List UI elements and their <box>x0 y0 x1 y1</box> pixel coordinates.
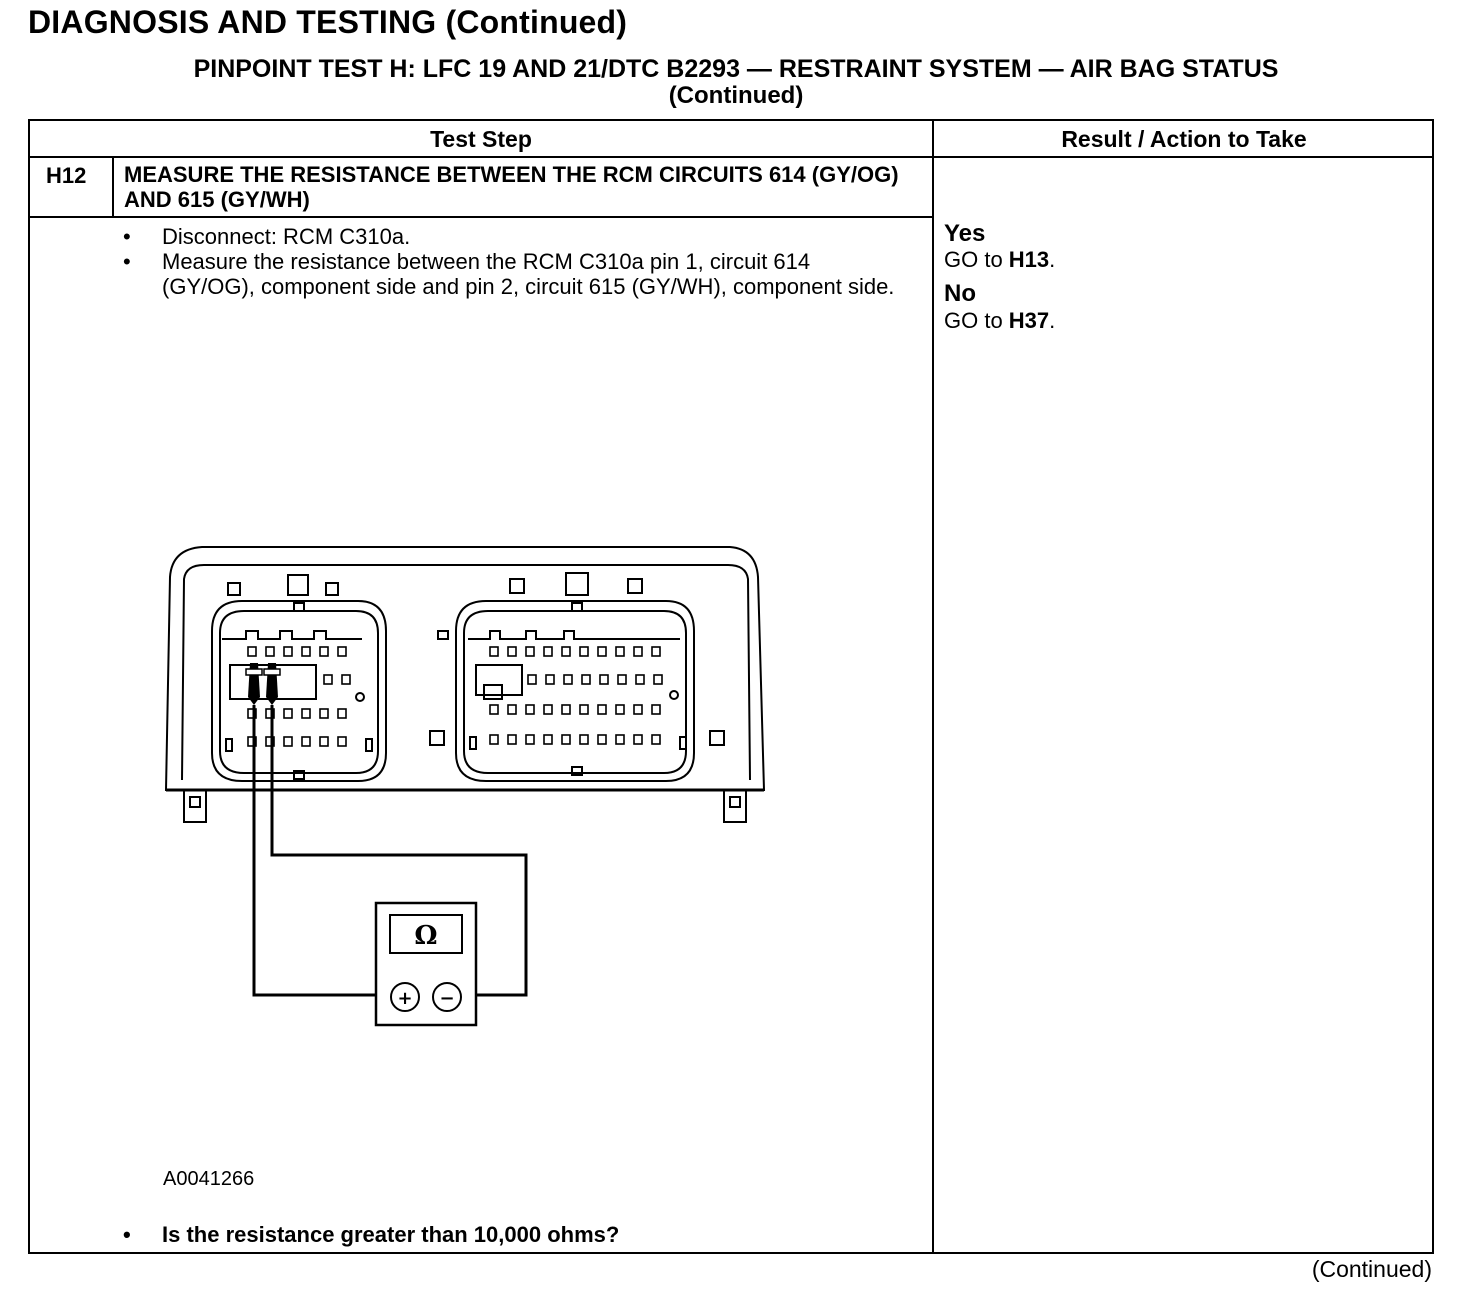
action-prefix: GO to <box>944 308 1009 333</box>
figure-id: A0041266 <box>163 1168 255 1190</box>
action-target-h13[interactable]: H13 <box>1008 247 1050 272</box>
step-instructions <box>118 224 908 299</box>
result-no-label: No <box>944 280 976 307</box>
page-heading: DIAGNOSIS AND TESTING (Continued) <box>28 4 628 40</box>
step-id: H12 <box>46 163 87 188</box>
header-rule <box>28 156 1434 158</box>
test-title-line1: PINPOINT TEST H: LFC 19 AND 21/DTC B2293 — RESTRAINT SYSTEM — AIR BAG STATUS <box>193 55 1279 83</box>
column-header-result: Result / Action to Take <box>1061 126 1307 152</box>
ohm-symbol: Ω <box>414 921 438 951</box>
instruction-item: • Measure the resistance between the RCM C310a pin 1, circuit 614 (GY/OG), component side and pin 2, circuit 615 (GY/WH), component side. <box>118 249 908 299</box>
step-title-rule <box>28 216 933 218</box>
action-suffix: . <box>1049 247 1056 272</box>
result-yes-label: Yes <box>944 220 986 247</box>
step-question: • Is the resistance greater than 10,000 ohms? <box>118 1222 619 1248</box>
step-id-divider <box>112 157 114 217</box>
test-title-line2: (Continued) <box>668 82 804 109</box>
step-title: MEASURE THE RESISTANCE BETWEEN THE RCM CIRCUITS 614 (GY/OG) AND 615 (GY/WH) <box>124 162 899 212</box>
minus-terminal: − <box>439 988 455 1009</box>
rcm-connector-diagram <box>150 535 780 1035</box>
action-suffix: . <box>1049 308 1056 333</box>
result-yes-action <box>944 247 1055 273</box>
action-prefix: GO to <box>944 247 1009 272</box>
plus-terminal: + <box>397 988 413 1009</box>
action-target-h37[interactable]: H37 <box>1008 308 1050 333</box>
column-divider <box>932 119 934 1254</box>
result-no-action <box>944 308 1055 334</box>
column-header-test-step: Test Step <box>430 126 532 152</box>
continued-footer: (Continued) <box>1311 1256 1432 1282</box>
instruction-item: • Disconnect: RCM C310a. <box>118 224 908 249</box>
